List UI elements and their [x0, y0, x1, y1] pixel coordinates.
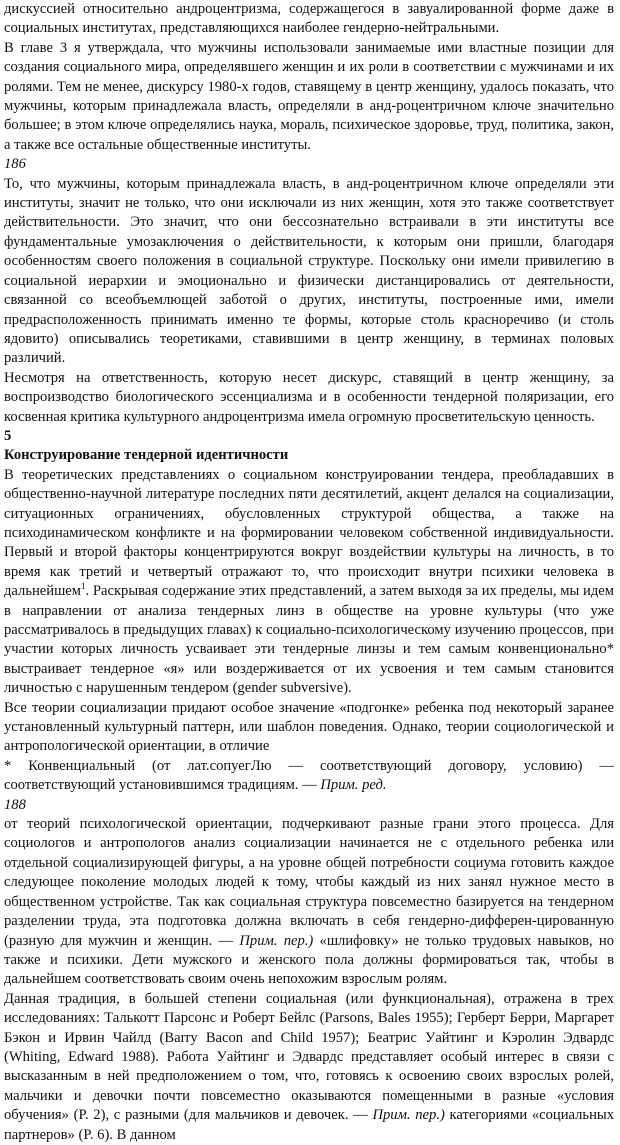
footnote-editor-note: Прим. ред.	[320, 777, 387, 794]
paragraph-5-text-b: . Раскрывая содержание этих представлений, а затем выходя за их пределы, мы идем в направлении от анализа тендерных линз в обществе на уровне культуры (что уже рассматривалось в предыдущих главах) к социально-психологическому изучению процессов, при участии которых личность усваивает эти тендерные линзы и тем самым конвенционально* выстраивает тендерное «я» или воздерживается от их усвоения и тем самым становится личностью с нарушенным тендером (gender subversive).	[4, 583, 614, 697]
paragraph-8-text-b: категориями «социальных партнеров» (P. 6). В данном	[4, 1107, 614, 1143]
footnote	[4, 757, 614, 796]
paragraph-5	[4, 466, 614, 699]
paragraph-3: То, что мужчины, которым принадлежала власть, в анд-роцентричном ключе определяли эти институты, значит не только, что они исключали из них женщин, хотя это также соответствует действительности. Это значит, что они бессознательно встраивали в эти институты все фундаментальные умозаключения о действительности, к которым они пришли, благодаря особенностям своего положения в социальной структуре. Поскольку они имели привилегию в социальной иерархии и эмоционально и физически дистанцировались от деятельности, связанной со всеобъемлющей заботой о других, институты, построенные ими, имели предрасположенность принимать именно те формы, которые столь красноречиво (и столь ядовито) описывались теоретиками, ставившими в центр женщину, в терминах половых различий.	[4, 175, 614, 367]
page-number-188: 188	[4, 796, 26, 813]
section-number: 5	[4, 427, 12, 444]
paragraph-7-text-b: «шлифовку» не только трудовых навыков, но также и психики. Дети мужского и женского пола должны формироваться так, чтобы в дальнейшем соответствовать своим очень непохожим взрослым ролям.	[4, 932, 614, 988]
paragraph-7	[4, 815, 614, 990]
footnote-text: * Конвенциальный (от лат.сопуегЛю — соответствующий договору, условию) — соответствующий установившимся традициям. —	[4, 757, 614, 794]
paragraph-8-text-a: Данная традиция, в большей степени социальная (или функциональная), отражена в трех исследованиях: Талькотт Парсонс и Роберт Бейлс (Parsons, Bales 1955); Герберт Берри, Маргарет Бэкон и Ирвин Чайлд (Barry Bacon and Child 1957); Беатрис Уайтинг и Кэролин Эдвардс (Whiting, Edward 1988). Работа Уайтинг и Эдвардс представляет особый интерес в связи с высказанным в ней предположением о том, что, готовясь к освоению своих взрослых ролей, мальчики и девочки почти повсеместно оказываются помещенными в разные «условия обучения» (P. 2), с разными (для мальчиков и девочек. —	[4, 990, 614, 1124]
paragraph-6: Все теории социализации придают особое значение «подгонке» ребенка под некоторый заранее установленный культурный паттерн, или шаблон поведения. Однако, теории социологической и антропологической ориентации, в отличие	[4, 699, 614, 755]
paragraph-1: дискуссией относительно андроцентризма, содержащегося в завуалированной форме даже в социальных институтах, представляющихся наиболее гендерно-нейтральными.	[4, 1, 614, 37]
paragraph-8-translator-note: Прим. пер.)	[372, 1107, 445, 1124]
paragraph-2: В главе 3 я утверждала, что мужчины использовали занимаемые ими властные позиции для создания социального мира, определявшего женщин и их роли в соответствии с мужчинами и их ролями. Тем не менее, дискурсу 1980-х годов, ставящему в центр женщину, удалось показать, что мужчины, которым принадлежала власть, определяли в анд-роцентричном ключе значительно большее; в этом ключе определялись наука, мораль, психическое здоровье, труд, политика, закон, а также все остальные общественные институты.	[4, 39, 614, 153]
paragraph-5-text-a: В теоретических представлениях о социальном конструировании тендера, преобладавших в общественно-научной литературе последних пяти десятилетий, акцент делался на социализации, ситуационных ограничениях, обусловленных структурой общества, а также на психодинамическом конфликте и на формировании человеком собственной индивидуальности. Первый и второй факторы концентрируются вокруг воздействии культуры на личность, в то время как третий и четвертый отражают то, что происходит внутри психики человека в дальнейшем	[4, 466, 614, 600]
paragraph-7-translator-note: Прим. пер.)	[239, 932, 314, 949]
footnote-reference: 1	[81, 581, 86, 592]
page-number-186: 186	[4, 156, 26, 173]
section-heading: Конструирование тендерной идентичности	[4, 447, 289, 464]
paragraph-8	[4, 990, 614, 1145]
paragraph-4: Несмотря на ответственность, которую несет дискурс, ставящий в центр женщину, за воспроизводство биологического эссенциализма и в особенности тендерной поляризации, его косвенная критика культурного андроцентризма имела огромную просветительскую ценность.	[4, 369, 614, 425]
paragraph-7-text-a: от теорий психологической ориентации, подчеркивают разные грани этого процесса. Для социологов и антропологов анализ социализации начинается не с отдельного ребенка или отдельной социализирующей фигуры, а на уровне общей потребности социума готовить каждое следующее поколение молодых людей к тому, чтобы каждый из них занял нужное место в общественном устройстве. Так как социальная структура повсеместно базируется на тендерном разделении труда, эта подготовка должна включать в себя гендерно-дифферен-цированную (разную для мужчин и женщин. —	[4, 816, 614, 949]
